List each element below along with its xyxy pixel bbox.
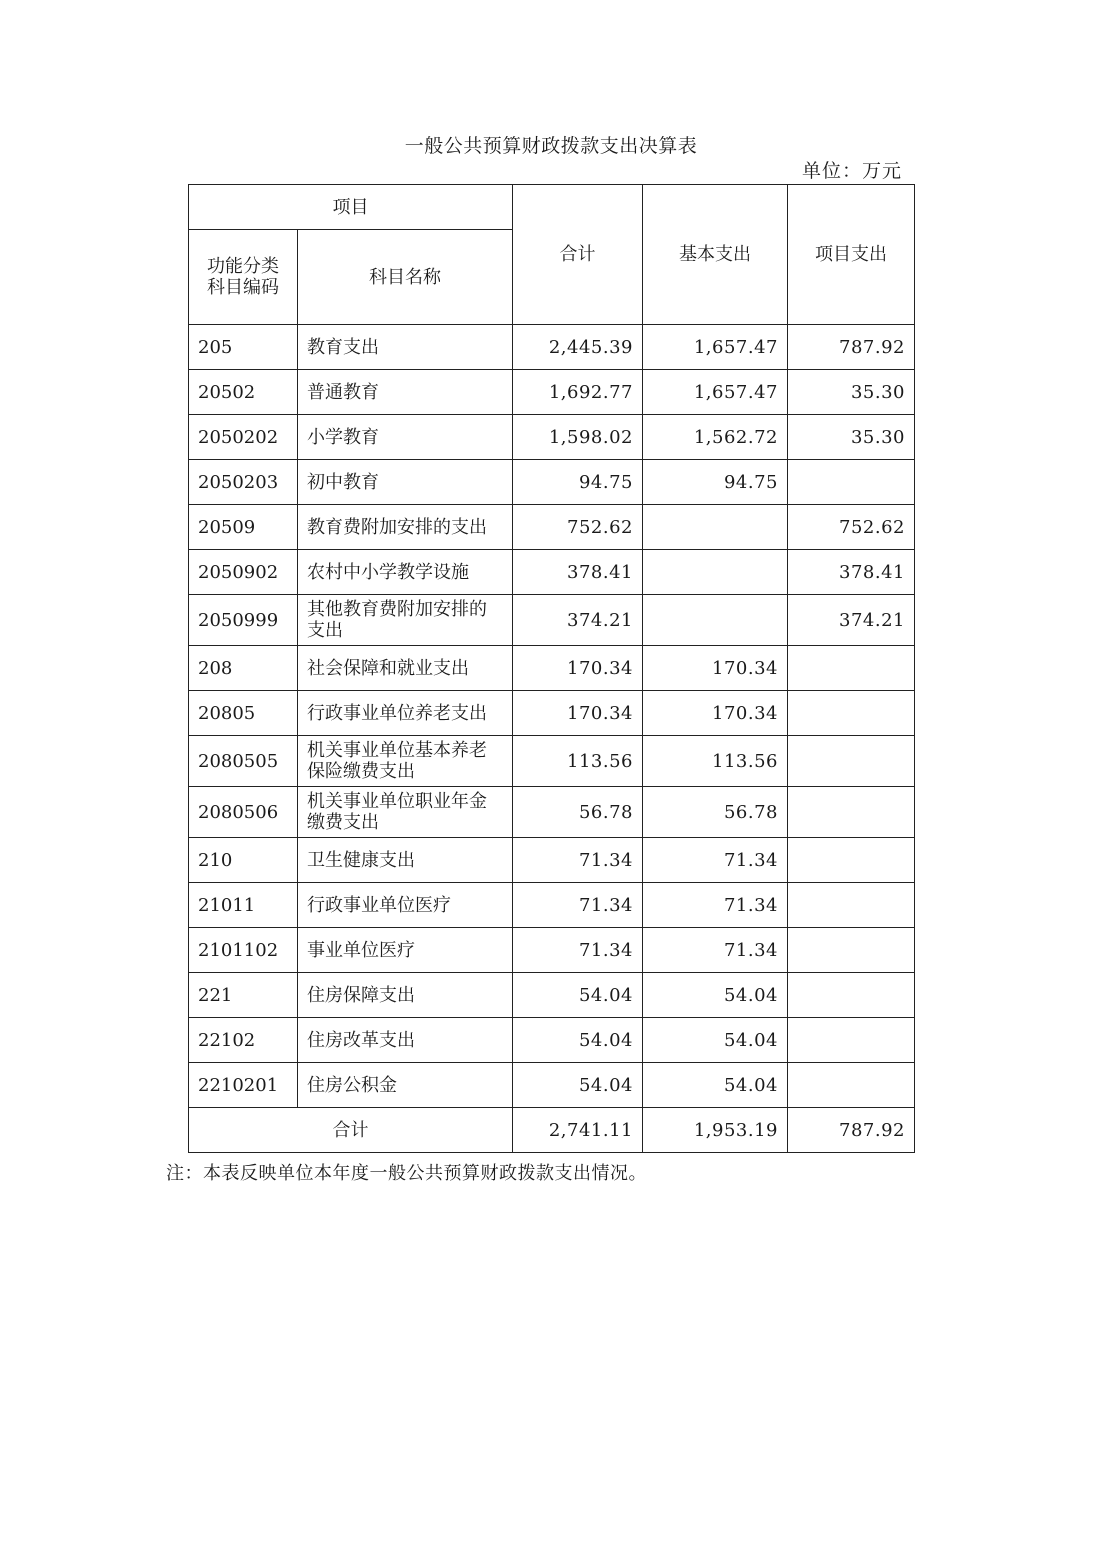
row-project: 35.30: [788, 415, 915, 460]
row-name: 教育支出: [298, 325, 513, 370]
row-name: 行政事业单位医疗: [298, 883, 513, 928]
row-project: 374.21: [788, 595, 915, 646]
table-body: [189, 325, 915, 1108]
footnote: 注：本表反映单位本年度一般公共预算财政拨款支出情况。: [166, 1163, 647, 1184]
row-code: 20805: [189, 691, 298, 736]
row-name: 社会保障和就业支出: [298, 646, 513, 691]
table-row: [189, 595, 915, 646]
row-basic: 54.04: [643, 1018, 788, 1063]
table-row: [189, 1018, 915, 1063]
row-project: [788, 736, 915, 787]
row-project: 752.62: [788, 505, 915, 550]
header-project: 项目: [189, 185, 513, 230]
row-name: 住房公积金: [298, 1063, 513, 1108]
row-code: 2080505: [189, 736, 298, 787]
row-name: 卫生健康支出: [298, 838, 513, 883]
row-name: 行政事业单位养老支出: [298, 691, 513, 736]
row-code: 22102: [189, 1018, 298, 1063]
row-total: 2,445.39: [513, 325, 643, 370]
row-code: 2050999: [189, 595, 298, 646]
row-total: 113.56: [513, 736, 643, 787]
row-project: [788, 838, 915, 883]
row-name: 住房改革支出: [298, 1018, 513, 1063]
row-name: 教育费附加安排的支出: [298, 505, 513, 550]
row-code: 2210201: [189, 1063, 298, 1108]
table-row: [189, 736, 915, 787]
row-code: 221: [189, 973, 298, 1018]
header-code: [189, 230, 298, 325]
row-project: [788, 973, 915, 1018]
table-row: [189, 973, 915, 1018]
header-code-line1: 功能分类: [207, 256, 279, 277]
row-basic: 71.34: [643, 883, 788, 928]
row-project: [788, 646, 915, 691]
row-code: 2050902: [189, 550, 298, 595]
row-code: 21011: [189, 883, 298, 928]
header-project-expenditure: 项目支出: [788, 185, 915, 325]
row-basic: 113.56: [643, 736, 788, 787]
header-basic: 基本支出: [643, 185, 788, 325]
row-project: [788, 787, 915, 838]
row-total: 54.04: [513, 973, 643, 1018]
table-row: [189, 325, 915, 370]
row-total: 170.34: [513, 646, 643, 691]
row-code: 210: [189, 838, 298, 883]
row-project: [788, 1018, 915, 1063]
row-basic: 71.34: [643, 928, 788, 973]
row-name: 机关事业单位职业年金缴费支出: [298, 787, 513, 838]
unit-label: 单位：万元: [801, 160, 902, 182]
total-row: [189, 1108, 915, 1153]
row-code: 2080506: [189, 787, 298, 838]
table-row: [189, 505, 915, 550]
row-basic: 1,657.47: [643, 370, 788, 415]
row-total: 378.41: [513, 550, 643, 595]
row-basic: 170.34: [643, 646, 788, 691]
row-name: 普通教育: [298, 370, 513, 415]
row-total: 374.21: [513, 595, 643, 646]
row-basic: [643, 595, 788, 646]
row-code: 2050203: [189, 460, 298, 505]
table-row: [189, 370, 915, 415]
row-total: 54.04: [513, 1063, 643, 1108]
row-name: 事业单位医疗: [298, 928, 513, 973]
table-row: [189, 928, 915, 973]
table-title: 一般公共预算财政拨款支出决算表: [404, 135, 698, 157]
row-total: 56.78: [513, 787, 643, 838]
row-project: 787.92: [788, 325, 915, 370]
table-row: [189, 691, 915, 736]
row-project: [788, 460, 915, 505]
row-code: 2050202: [189, 415, 298, 460]
row-basic: 1,657.47: [643, 325, 788, 370]
expenditure-table: [188, 184, 915, 1153]
row-total: 94.75: [513, 460, 643, 505]
row-name: 住房保障支出: [298, 973, 513, 1018]
row-total: 1,692.77: [513, 370, 643, 415]
table-row: [189, 1063, 915, 1108]
row-project: [788, 1063, 915, 1108]
total-basic: 1,953.19: [643, 1108, 788, 1153]
row-total: 71.34: [513, 883, 643, 928]
row-code: 20502: [189, 370, 298, 415]
row-basic: 94.75: [643, 460, 788, 505]
row-code: 208: [189, 646, 298, 691]
row-project: 35.30: [788, 370, 915, 415]
table-row: [189, 646, 915, 691]
row-project: [788, 928, 915, 973]
total-project: 787.92: [788, 1108, 915, 1153]
row-total: 71.34: [513, 928, 643, 973]
row-code: 2101102: [189, 928, 298, 973]
row-basic: [643, 550, 788, 595]
row-total: 752.62: [513, 505, 643, 550]
total-label: 合计: [189, 1108, 513, 1153]
row-project: [788, 691, 915, 736]
table-row: [189, 415, 915, 460]
row-basic: 170.34: [643, 691, 788, 736]
row-basic: 54.04: [643, 1063, 788, 1108]
row-basic: 56.78: [643, 787, 788, 838]
row-basic: 1,562.72: [643, 415, 788, 460]
row-total: 54.04: [513, 1018, 643, 1063]
row-total: 71.34: [513, 838, 643, 883]
table-row: [189, 838, 915, 883]
header-name: 科目名称: [298, 230, 513, 325]
row-project: [788, 883, 915, 928]
row-basic: 54.04: [643, 973, 788, 1018]
row-total: 170.34: [513, 691, 643, 736]
row-code: 20509: [189, 505, 298, 550]
total-total: 2,741.11: [513, 1108, 643, 1153]
row-total: 1,598.02: [513, 415, 643, 460]
row-name: 农村中小学教学设施: [298, 550, 513, 595]
row-name: 机关事业单位基本养老保险缴费支出: [298, 736, 513, 787]
table-row: [189, 460, 915, 505]
row-name: 小学教育: [298, 415, 513, 460]
row-basic: 71.34: [643, 838, 788, 883]
table-row: [189, 550, 915, 595]
row-name: 其他教育费附加安排的支出: [298, 595, 513, 646]
header-total: 合计: [513, 185, 643, 325]
row-project: 378.41: [788, 550, 915, 595]
row-name: 初中教育: [298, 460, 513, 505]
header-code-line2: 科目编码: [207, 277, 279, 298]
row-basic: [643, 505, 788, 550]
table-row: [189, 787, 915, 838]
table-row: [189, 883, 915, 928]
row-code: 205: [189, 325, 298, 370]
